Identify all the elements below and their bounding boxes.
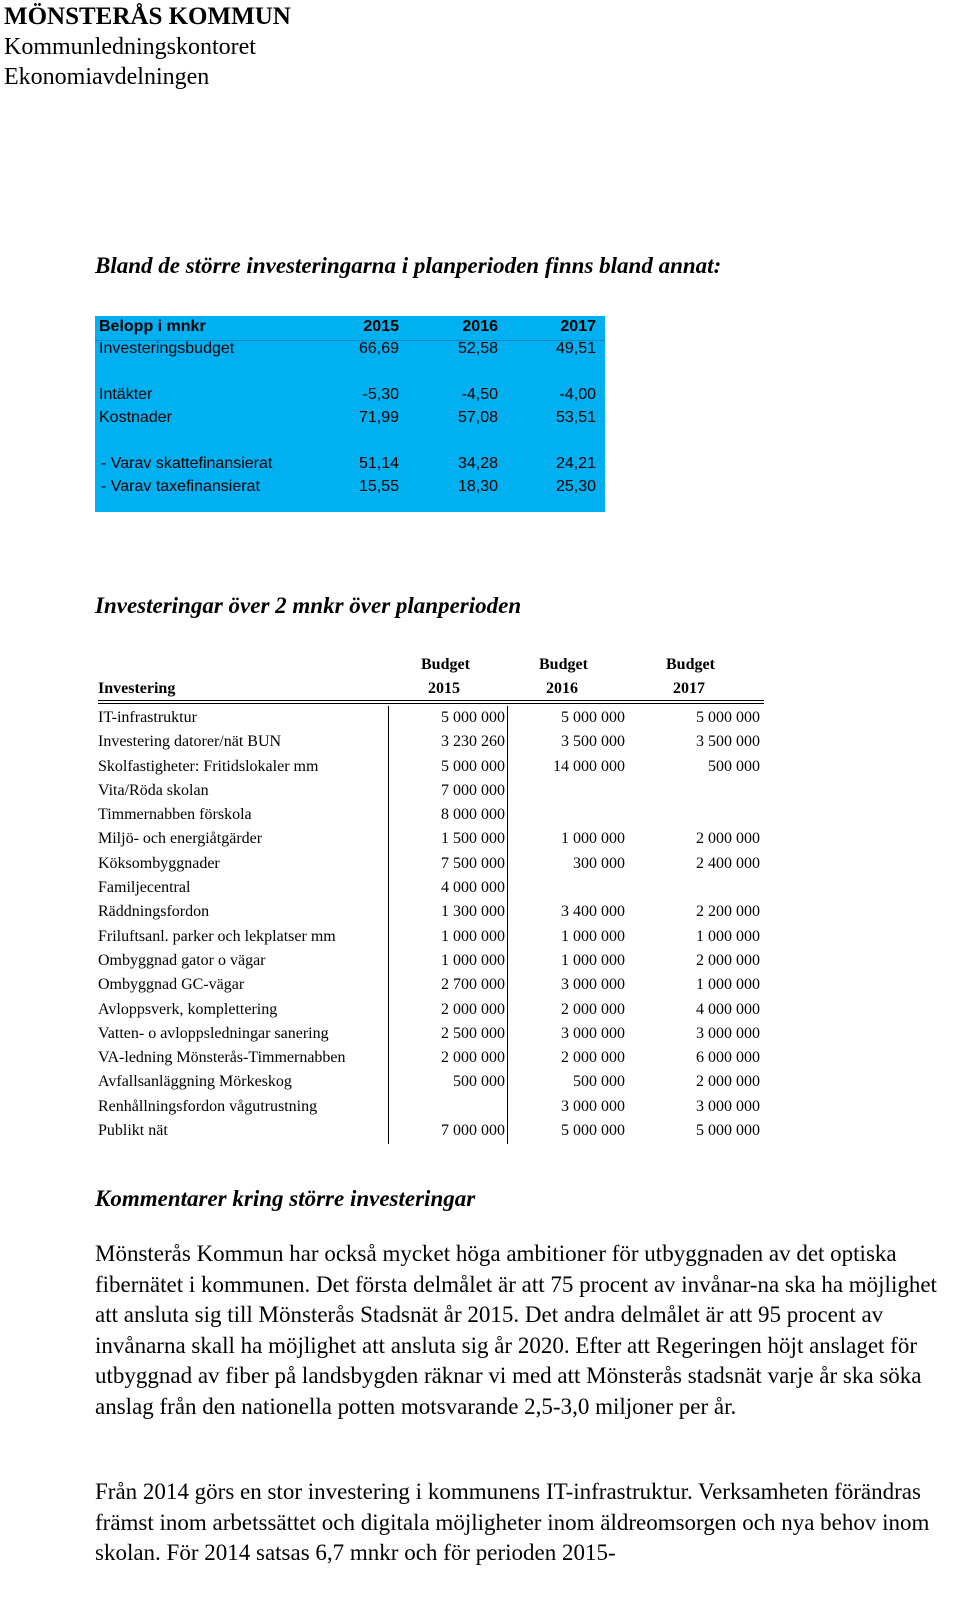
budget-value: 3 000 000	[561, 1024, 625, 1042]
budget-value: 5 000 000	[696, 709, 760, 726]
budget-value: 3 500 000	[561, 733, 625, 751]
investment-name: Vatten- o avloppsledningar sanering	[98, 1024, 329, 1042]
table-row	[98, 900, 768, 924]
budget-header-2016: Budget	[539, 656, 588, 673]
header-rule	[98, 703, 764, 704]
budget-value: 8 000 000	[441, 806, 505, 824]
budget-value: 3 230 260	[441, 733, 505, 751]
summary-header-2015: 2015	[363, 318, 399, 335]
budget-value: 500 000	[708, 757, 760, 775]
summary-cell-label: - Varav taxefinansierat	[101, 478, 260, 495]
summary-table	[95, 316, 605, 512]
budget-value: 5 000 000	[441, 757, 505, 775]
budget-header-2017: Budget	[666, 656, 715, 673]
budget-value: 7 000 000	[441, 1122, 505, 1140]
summary-cell: 71,99	[358, 409, 399, 426]
summary-row	[95, 407, 605, 429]
summary-header-row	[95, 316, 605, 338]
budget-value: 7 000 000	[441, 781, 505, 799]
table-row	[98, 1022, 768, 1046]
office-name: Kommunledningskontoret	[4, 34, 256, 60]
table-row	[98, 1119, 768, 1143]
year-header-2015: 2015	[428, 680, 460, 697]
table-row	[98, 706, 768, 730]
summary-cell: -4,00	[559, 386, 596, 403]
budget-value: 2 700 000	[441, 976, 505, 994]
summary-cell-label: Kostnader	[99, 409, 172, 426]
summary-cell: 52,58	[457, 340, 498, 357]
section-title-major-investments: Bland de större investeringarna i planperioden finns bland annat:	[95, 253, 722, 278]
investment-name: Ombyggnad GC-vägar	[98, 976, 245, 994]
investment-name: Köksombyggnader	[98, 854, 220, 872]
table-row	[98, 1046, 768, 1070]
investment-name: Vita/Röda skolan	[98, 781, 209, 799]
investment-name: VA-ledning Mönsterås-Timmernabben	[98, 1049, 346, 1067]
investment-name: Avfallsanläggning Mörkeskog	[98, 1073, 292, 1091]
summary-cell: 53,51	[555, 409, 596, 426]
summary-cell: 15,55	[358, 478, 399, 495]
budget-value: 1 000 000	[561, 951, 625, 969]
budget-value: 1 000 000	[561, 830, 625, 848]
investment-name: IT-infrastruktur	[98, 709, 197, 726]
summary-cell: -4,50	[461, 386, 498, 403]
budget-value: 1 000 000	[696, 927, 760, 945]
budget-value: 2 000 000	[696, 1073, 760, 1091]
summary-cell: -5,30	[362, 386, 399, 403]
budget-value: 7 500 000	[441, 854, 505, 872]
budget-value: 3 000 000	[696, 1024, 760, 1042]
budget-value: 14 000 000	[553, 757, 625, 775]
summary-row	[95, 476, 605, 498]
table-row	[98, 998, 768, 1022]
table-row	[98, 852, 768, 876]
budget-value: 500 000	[573, 1073, 625, 1091]
investment-name: Miljö- och energiåtgärder	[98, 830, 263, 848]
department-name: Ekonomiavdelningen	[4, 64, 210, 90]
year-header-2017: 2017	[673, 680, 705, 697]
budget-value: 5 000 000	[696, 1122, 760, 1140]
budget-value: 2 000 000	[441, 1000, 505, 1018]
summary-cell: 66,69	[358, 340, 399, 357]
summary-cell: 25,30	[555, 478, 596, 495]
budget-value: 2 200 000	[696, 903, 760, 921]
budget-value: 1 500 000	[441, 830, 505, 848]
summary-row	[95, 384, 605, 406]
summary-header-label: Belopp i mnkr	[99, 318, 206, 335]
table-row	[98, 803, 768, 827]
summary-cell: 49,51	[555, 340, 596, 357]
summary-header-2017: 2017	[560, 318, 596, 335]
budget-value: 2 000 000	[441, 1049, 505, 1067]
table-row	[98, 730, 768, 754]
summary-cell-label: - Varav skattefinansierat	[101, 455, 273, 472]
budget-value: 6 000 000	[696, 1049, 760, 1067]
budget-value: 1 000 000	[441, 927, 505, 945]
year-header-2016: 2016	[546, 680, 578, 697]
budget-value: 1 000 000	[561, 927, 625, 945]
header-rule	[98, 700, 764, 701]
table-row	[98, 973, 768, 997]
table-row	[98, 1095, 768, 1119]
investment-name: Renhållningsfordon vågutrustning	[98, 1097, 318, 1115]
summary-cell: 51,14	[358, 455, 399, 472]
investment-name: Ombyggnad gator o vägar	[98, 951, 266, 969]
paragraph-it-infrastructure: Från 2014 görs en stor investering i kommunens IT-infrastruktur. Verksamheten förändras främst inom arbetssättet och digitala möjligheter inom äldreomsorgen och nya behov inom skolan. För 2014 satsas 6,7 mnkr och för perioden 2015-	[95, 1479, 930, 1565]
budget-header-2015: Budget	[421, 656, 470, 673]
investments-rows	[98, 706, 768, 1143]
budget-value: 2 400 000	[696, 854, 760, 872]
org-name: MÖNSTERÅS KOMMUN	[4, 3, 291, 30]
table-row	[98, 925, 768, 949]
budget-value: 3 000 000	[696, 1097, 760, 1115]
organization-header	[4, 2, 291, 92]
investment-name: Skolfastigheter: Fritidslokaler mm	[98, 757, 319, 775]
budget-value: 2 000 000	[561, 1000, 625, 1018]
budget-value: 5 000 000	[561, 1122, 625, 1140]
budget-value: 4 000 000	[696, 1000, 760, 1018]
budget-value: 3 000 000	[561, 1097, 625, 1115]
budget-value: 3 000 000	[561, 976, 625, 994]
investment-name: Räddningsfordon	[98, 903, 210, 921]
investment-name: Friluftsanl. parker och lekplatser mm	[98, 927, 336, 945]
budget-value: 500 000	[453, 1073, 505, 1091]
summary-header-2016: 2016	[462, 318, 498, 335]
investment-name: Investering datorer/nät BUN	[98, 733, 282, 751]
budget-value: 1 000 000	[696, 976, 760, 994]
budget-value: 4 000 000	[441, 879, 505, 897]
investment-name: Avloppsverk, komplettering	[98, 1000, 278, 1018]
summary-row	[95, 338, 605, 360]
budget-value: 5 000 000	[561, 709, 625, 726]
table-row	[98, 1070, 768, 1094]
table-row	[98, 755, 768, 779]
investment-name: Familjecentral	[98, 879, 191, 897]
section-title-investments-over-2mnkr: Investeringar över 2 mnkr över planperioden	[95, 593, 522, 618]
budget-value: 2 500 000	[441, 1024, 505, 1042]
summary-cell: 18,30	[457, 478, 498, 495]
table-row	[98, 779, 768, 803]
budget-value: 2 000 000	[696, 951, 760, 969]
table-row	[98, 949, 768, 973]
summary-cell-label: Intäkter	[99, 386, 153, 403]
investments-col-label: Investering	[98, 680, 176, 697]
budget-value: 2 000 000	[561, 1049, 625, 1067]
table-row	[98, 876, 768, 900]
budget-value: 3 500 000	[696, 733, 760, 751]
budget-value: 5 000 000	[441, 709, 505, 726]
investment-name: Publikt nät	[98, 1122, 168, 1140]
investment-name: Timmernabben förskola	[98, 806, 252, 824]
table-row	[98, 827, 768, 851]
summary-cell: 57,08	[457, 409, 498, 426]
paragraph-fiber: Mönsterås Kommun har också mycket höga ambitioner för utbyggnaden av det optiska fibernätet i kommunen. Det första delmålet är att 75 procent av invånar-na ska ha möjlighet att ansluta sig till Mönsterås Stadsnät år 2015. Det andra delmålet är att 95 procent av invånarna skall ha möjlighet att ansluta sig år 2020. Efter att Regeringen höjt anslaget för utbyggnad av fiber på landsbygden räknar vi med att Mönsterås stadsnät varje år ska söka anslag från den nationella potten motsvarande 2,5-3,0 miljoner per år.	[95, 1241, 937, 1419]
section-title-comments: Kommentarer kring större investeringar	[95, 1186, 476, 1211]
budget-value: 3 400 000	[561, 903, 625, 921]
summary-cell-label: Investeringsbudget	[99, 340, 235, 357]
budget-value: 300 000	[573, 854, 625, 872]
budget-value: 1 300 000	[441, 903, 505, 921]
summary-cell: 24,21	[555, 455, 596, 472]
summary-row	[95, 453, 605, 475]
summary-cell: 34,28	[457, 455, 498, 472]
budget-value: 2 000 000	[696, 830, 760, 848]
budget-value: 1 000 000	[441, 951, 505, 969]
